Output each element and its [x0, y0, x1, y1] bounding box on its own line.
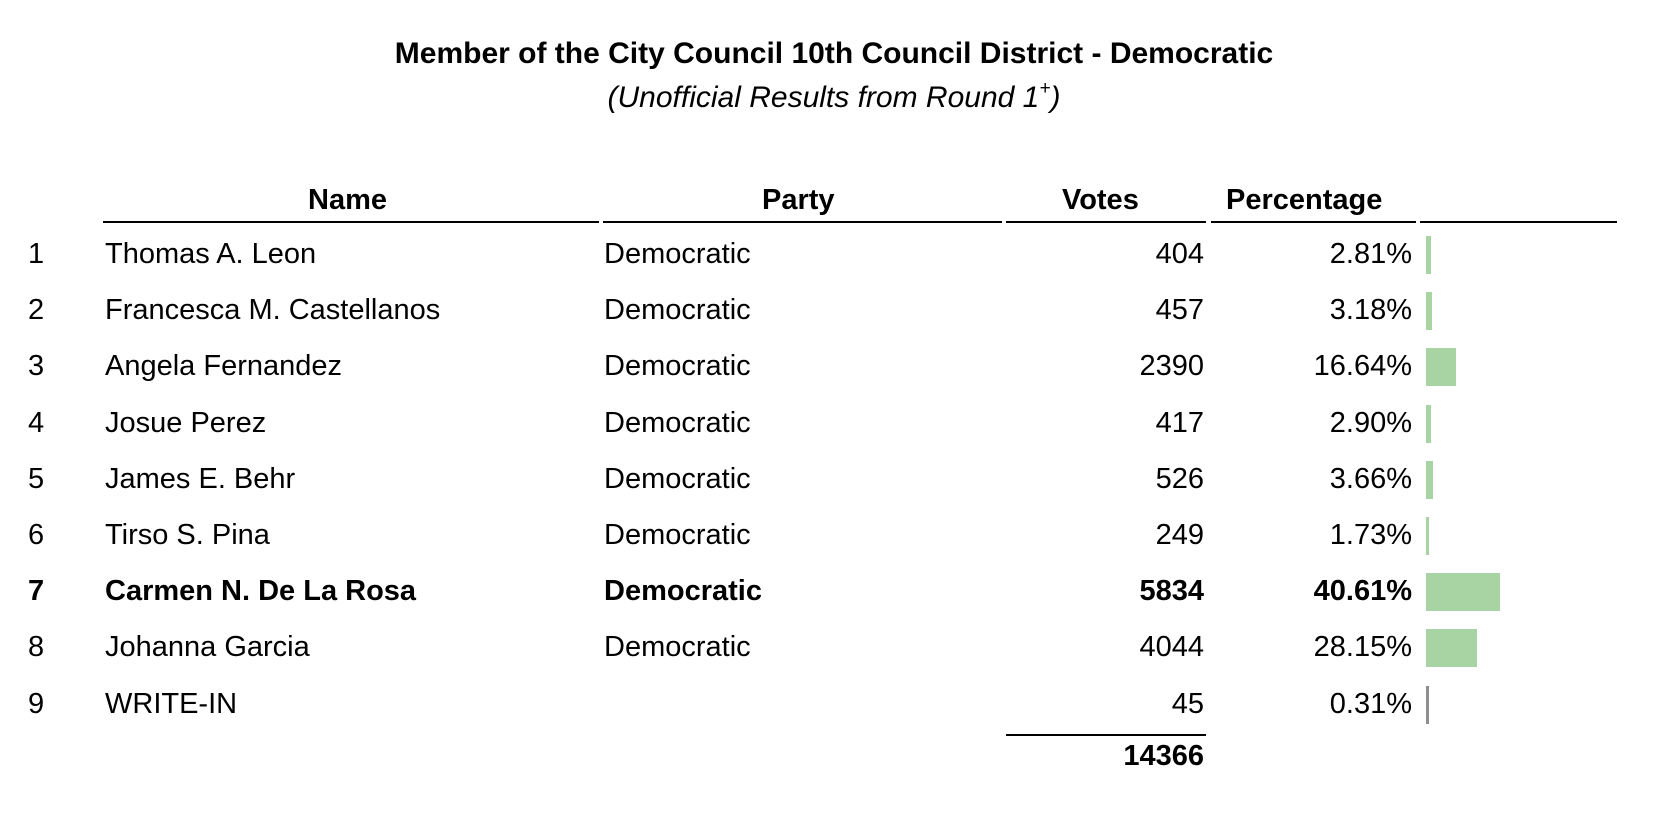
candidate-name: WRITE-IN — [105, 687, 238, 720]
results-subtitle — [0, 80, 1668, 116]
total-rule — [1006, 734, 1206, 736]
percentage-bar — [1426, 629, 1477, 667]
candidate-name: Carmen N. De La Rosa — [105, 575, 417, 608]
row-number: 4 — [28, 406, 45, 439]
candidate-percentage: 1.73% — [1329, 519, 1412, 551]
percentage-bar — [1426, 405, 1431, 443]
subtitle-text: (Unofficial Results from Round 1 — [607, 81, 1040, 114]
table-row — [0, 563, 1668, 619]
candidate-percentage: 2.90% — [1329, 406, 1412, 439]
candidate-percentage: 3.66% — [1329, 462, 1412, 495]
candidate-name: Francesca M. Castellanos — [105, 294, 441, 327]
percentage-bar — [1426, 686, 1429, 724]
table-row — [0, 226, 1668, 282]
candidate-party: Democratic — [604, 294, 751, 327]
header-underline-votes — [1006, 221, 1206, 223]
percentage-bar — [1426, 517, 1429, 555]
candidate-votes: 526 — [1155, 462, 1204, 495]
table-row — [0, 507, 1668, 563]
candidate-votes: 45 — [1171, 687, 1204, 720]
candidate-percentage: 3.18% — [1329, 294, 1412, 327]
subtitle-close: ) — [1050, 81, 1061, 114]
percentage-bar — [1426, 461, 1433, 499]
candidate-votes: 457 — [1155, 294, 1204, 327]
column-header-name: Name — [308, 184, 387, 216]
header-underline-bar — [1420, 221, 1617, 223]
candidate-party: Democratic — [604, 519, 751, 551]
candidate-votes: 404 — [1155, 238, 1204, 270]
candidate-party: Democratic — [604, 575, 762, 608]
row-number: 2 — [28, 294, 45, 327]
header-underline-percentage — [1211, 221, 1416, 223]
column-header-party: Party — [762, 184, 835, 216]
candidate-percentage: 0.31% — [1329, 687, 1412, 720]
candidate-name: Angela Fernandez — [105, 350, 342, 383]
header-underline-name — [103, 221, 599, 223]
candidate-votes: 2390 — [1139, 350, 1204, 383]
total-votes: 14366 — [1123, 740, 1204, 772]
candidate-party: Democratic — [604, 238, 751, 270]
percentage-bar — [1426, 573, 1500, 611]
table-row — [0, 282, 1668, 338]
candidate-party: Democratic — [604, 406, 751, 439]
row-number: 5 — [28, 462, 45, 495]
row-number: 6 — [28, 519, 45, 551]
row-number: 3 — [28, 350, 45, 383]
subtitle-superscript: + — [1039, 78, 1051, 99]
candidate-percentage: 40.61% — [1313, 575, 1412, 608]
table-row — [0, 619, 1668, 675]
results-title: Member of the City Council 10th Council District - Democratic — [394, 37, 1274, 70]
candidate-party: Democratic — [604, 631, 751, 664]
candidate-votes: 4044 — [1139, 631, 1204, 664]
percentage-bar — [1426, 348, 1456, 386]
candidate-name: Tirso S. Pina — [105, 519, 270, 551]
column-header-percentage: Percentage — [1226, 184, 1383, 216]
candidate-name: James E. Behr — [105, 462, 296, 495]
row-number: 7 — [28, 575, 45, 608]
candidate-name: Thomas A. Leon — [105, 238, 317, 270]
candidate-name: Johanna Garcia — [105, 631, 310, 664]
row-number: 1 — [28, 238, 45, 270]
row-number: 8 — [28, 631, 45, 664]
percentage-bar — [1426, 292, 1432, 330]
table-row — [0, 676, 1668, 732]
table-row — [0, 451, 1668, 507]
header-underline-party — [603, 221, 1002, 223]
candidate-percentage: 28.15% — [1313, 631, 1412, 664]
table-row — [0, 338, 1668, 394]
candidate-percentage: 16.64% — [1313, 350, 1412, 383]
candidate-name: Josue Perez — [105, 406, 267, 439]
candidate-votes: 417 — [1155, 406, 1204, 439]
column-header-votes: Votes — [1062, 184, 1139, 216]
candidate-party: Democratic — [604, 350, 751, 383]
row-number: 9 — [28, 687, 45, 720]
candidate-party: Democratic — [604, 462, 751, 495]
table-row — [0, 395, 1668, 451]
candidate-votes: 249 — [1155, 519, 1204, 551]
percentage-bar — [1426, 236, 1431, 274]
candidate-percentage: 2.81% — [1329, 238, 1412, 270]
candidate-votes: 5834 — [1139, 575, 1204, 608]
